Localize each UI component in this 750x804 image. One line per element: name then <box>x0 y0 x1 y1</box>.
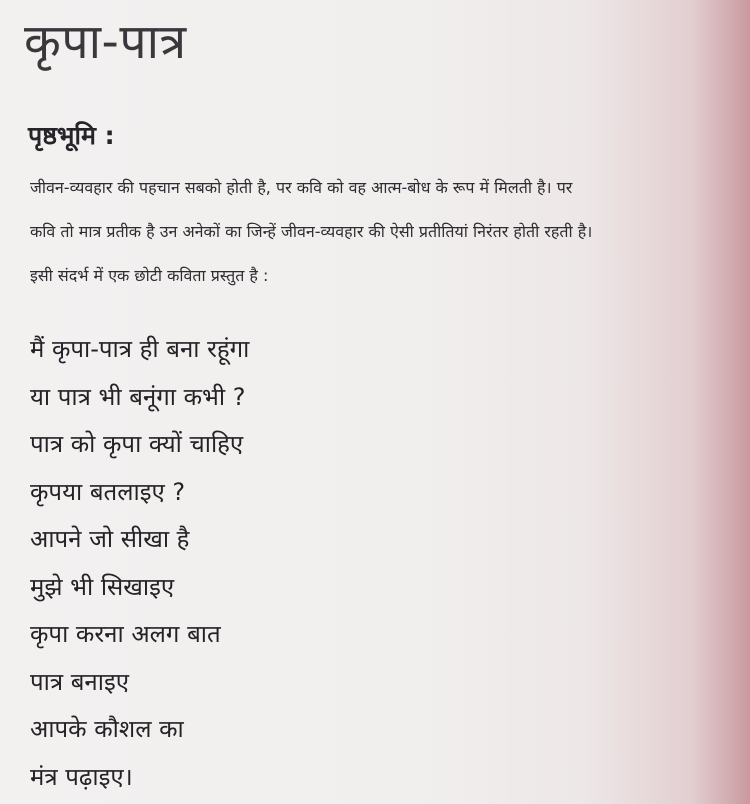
poem-line: कृपा करना अलग बात <box>30 620 221 648</box>
poem-line: मैं कृपा-पात्र ही बना रहूंगा <box>30 335 250 363</box>
poem-line: आपके कौशल का <box>30 715 184 743</box>
background-text-line: इसी संदर्भ में एक छोटी कविता प्रस्तुत है : <box>30 266 269 285</box>
poem-line: मुझे भी सिखाइए <box>30 572 175 601</box>
background-text-line: जीवन-व्यवहार की पहचान सबको होती है, पर कवि को वह आत्म-बोध के रूप में मिलती है। पर <box>30 178 573 197</box>
poem-line: पात्र बनाइए <box>30 667 130 696</box>
poem-line: मंत्र पढ़ाइए। <box>30 762 133 791</box>
poem <box>30 326 249 801</box>
poem-line: पात्र को कृपा क्यों चाहिए <box>30 430 244 458</box>
background-text-line: कवि तो मात्र प्रतीक है उन अनेकों का जिन्हें जीवन-व्यवहार की ऐसी प्रतीतियां निरंतर होती रहती है। <box>30 222 593 241</box>
poem-line: कृपया बतलाइए ? <box>30 477 186 506</box>
page-title: कृपा-पात्र <box>24 14 187 70</box>
poem-line: आपने जो सीखा है <box>30 525 190 553</box>
section-heading: पृष्ठभूमि : <box>28 121 115 150</box>
poem-line: या पात्र भी बनूंगा कभी ? <box>30 382 246 411</box>
